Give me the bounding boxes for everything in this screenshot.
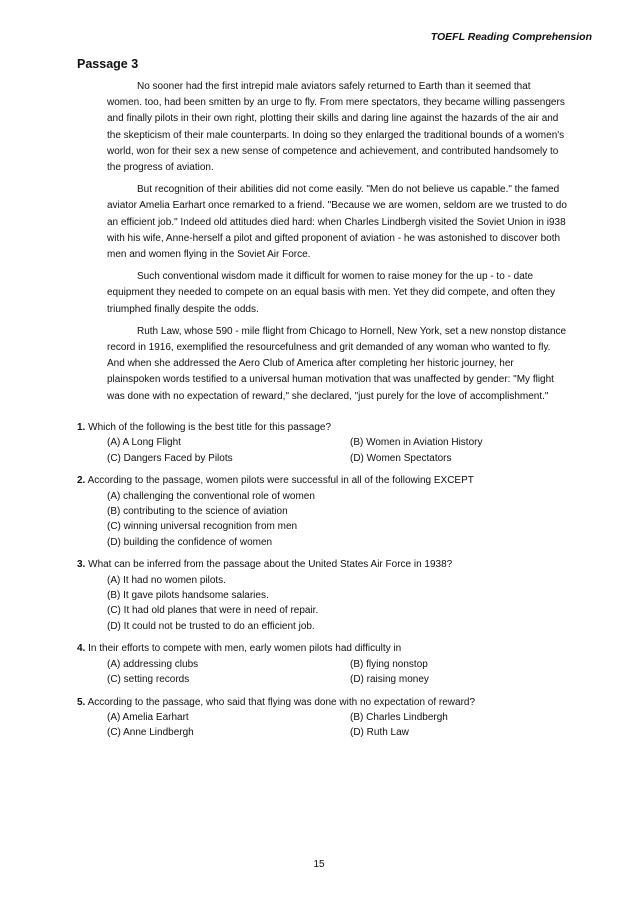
- passage-paragraph-3: Such conventional wisdom made it difficult for women to raise money for the up - to - date equipment they needed to compete on an equal basis with men. Yet they did compete, and often they triumphed finally despite the odds.: [107, 271, 556, 315]
- answer-option-c[interactable]: (C) Dangers Faced by Pilots: [107, 452, 233, 464]
- question-number: 2.: [77, 475, 86, 487]
- answer-options: [77, 489, 577, 551]
- question-number: 4.: [77, 643, 86, 655]
- question-stem: [77, 641, 577, 656]
- question-text: Which of the following is the best title for this passage?: [88, 422, 332, 433]
- answer-option-d[interactable]: (D) raising money: [350, 674, 429, 686]
- question-number: 3.: [77, 559, 86, 571]
- answer-option-c[interactable]: (C) Anne Lindbergh: [107, 727, 194, 739]
- question-text: According to the passage, who said that flying was done with no expectation of reward?: [87, 696, 476, 708]
- answer-option-d[interactable]: (D) Ruth Law: [350, 727, 409, 739]
- answer-options: [77, 435, 577, 466]
- page-number: 15: [313, 859, 325, 870]
- answer-option-d[interactable]: (D) building the confidence of women: [107, 536, 273, 548]
- question-number: 5.: [77, 696, 86, 708]
- answer-option-b[interactable]: (B) It gave pilots handsome salaries.: [107, 590, 269, 602]
- question-list: [77, 420, 577, 748]
- question-2: [77, 473, 577, 550]
- question-stem: [77, 473, 577, 488]
- answer-option-a[interactable]: (A) It had no women pilots.: [107, 574, 226, 586]
- running-header: TOEFL Reading Comprehension: [430, 31, 592, 43]
- answer-option-c[interactable]: (C) winning universal recognition from men: [107, 521, 298, 533]
- question-4: [77, 641, 577, 687]
- question-text: What can be inferred from the passage about the United States Air Force in 1938?: [88, 559, 453, 571]
- question-1: [77, 420, 577, 466]
- answer-option-b[interactable]: (B) Women in Aviation History: [350, 437, 483, 449]
- answer-option-b[interactable]: (B) flying nonstop: [350, 658, 428, 670]
- answer-option-b[interactable]: (B) contributing to the science of aviation: [107, 506, 288, 518]
- answer-option-a[interactable]: (A) A Long Flight: [107, 437, 181, 449]
- answer-option-a[interactable]: (A) challenging the conventional role of women: [107, 490, 315, 502]
- answer-option-a[interactable]: (A) Amelia Earhart: [107, 711, 189, 723]
- passage-title: Passage 3: [77, 57, 139, 71]
- question-text: In their efforts to compete with men, early women pilots had difficulty in: [88, 643, 402, 655]
- answer-option-d[interactable]: (D) It could not be trusted to do an efficient job.: [107, 620, 315, 632]
- passage-paragraph-1: No sooner had the first intrepid male aviators safely returned to Earth than it seemed that women. too, had been smitten by an urge to fly. From mere spectators, they became willing passengers and finally pilots in their own right, plotting their skills and daring line against the hazards of the air and the skepticism of their male counterparts. In doing so they enlarged the traditional bounds of a women's world, won for their sex a new sense of competence and achievement, and contributed handsomely to the progress of aviation.: [107, 81, 565, 174]
- passage-body: [107, 79, 567, 411]
- passage-paragraph-4: Ruth Law, whose 590 - mile flight from Chicago to Hornell, New York, set a new nonstop distance record in 1916, exemplified the resourcefulness and grit demanded of any woman who wanted to fly. And when she addressed the Aero Club of America after completing her historic journey, her plainspoken words testified to a universal human motivation that was unaffected by gender: "My flight was done with no expectation of reward," she declared, "just purely for the love of accomplishment.": [107, 325, 567, 402]
- answer-options: [77, 573, 577, 635]
- question-5: [77, 695, 577, 741]
- answer-option-b[interactable]: (B) Charles Lindbergh: [350, 711, 448, 723]
- question-number: 1.: [77, 422, 86, 433]
- question-3: [77, 557, 577, 634]
- answer-option-a[interactable]: (A) addressing clubs: [107, 658, 199, 670]
- question-stem: [77, 557, 577, 572]
- question-stem: [77, 420, 577, 435]
- answer-options: [77, 657, 577, 688]
- answer-option-d[interactable]: (D) Women Spectators: [350, 452, 452, 464]
- question-text: According to the passage, women pilots were successful in all of the following EXCEPT: [87, 475, 474, 487]
- question-stem: [77, 695, 577, 710]
- passage-paragraph-2: But recognition of their abilities did not come easily. "Men do not believe us capable." the famed aviator Amelia Earhart once remarked to a friend. "Because we are women, seldom are we trusted to do an efficient job." Indeed old attitudes died hard: when Charles Lindbergh visited the Soviet Union in i938 with his wife, Anne-herself a pilot and gifted proponent of aviation - he was astonished to discover both men and women flying in the Soviet Air Force.: [107, 184, 567, 261]
- answer-option-c[interactable]: (C) It had old planes that were in need of repair.: [107, 605, 319, 617]
- answer-options: [77, 710, 577, 741]
- answer-option-c[interactable]: (C) setting records: [107, 674, 190, 686]
